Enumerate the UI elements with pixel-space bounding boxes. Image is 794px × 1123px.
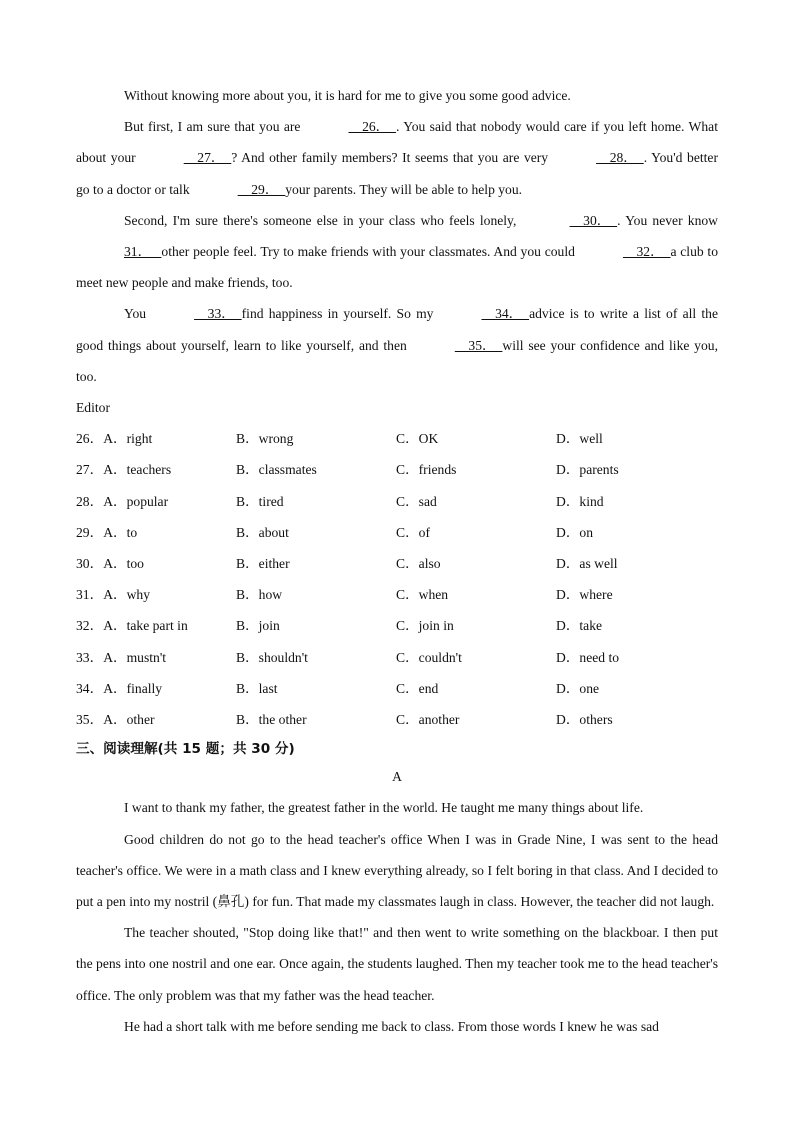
option-a: 28．A．popular — [76, 493, 169, 509]
blank-26: 26． — [348, 119, 397, 135]
option-row — [76, 673, 718, 704]
page-content — [76, 80, 718, 1042]
letter-paragraph-2 — [76, 111, 718, 205]
option-b: B．either — [236, 555, 290, 571]
option-b: B．shouldn't — [236, 649, 308, 665]
option-c: C．OK — [396, 431, 439, 447]
option-d: D．on — [556, 524, 594, 540]
text: find happiness in yourself. So my — [241, 306, 434, 322]
text: will see your confidence and like you, too. — [76, 337, 718, 384]
passage-label: A — [392, 769, 402, 785]
option-row — [76, 548, 718, 579]
option-c: C．end — [396, 680, 439, 696]
option-c: C．of — [396, 524, 430, 540]
option-b: B．how — [236, 587, 283, 603]
blank-33: 33． — [194, 306, 242, 322]
option-c: C．also — [396, 555, 441, 571]
option-a: 27．A．teachers — [76, 462, 172, 478]
blank-34: 34． — [481, 306, 530, 322]
option-row — [76, 517, 718, 548]
letter-paragraph-1: Without knowing more about you, it is hard for me to give you some good advice. — [124, 88, 571, 103]
option-d: D．parents — [556, 462, 619, 478]
blank-35: 35． — [454, 337, 503, 353]
option-b: B．last — [236, 680, 278, 696]
option-c: C．when — [396, 587, 449, 603]
option-a: 31．A．why — [76, 587, 151, 603]
text: Second, I'm sure there's someone else in your class who feels lonely, — [124, 212, 517, 228]
text: You — [124, 306, 147, 322]
letter-signature: Editor — [76, 400, 110, 416]
option-c: C．friends — [396, 462, 457, 478]
option-row — [76, 579, 718, 610]
option-b: B．the other — [236, 711, 307, 727]
option-c: C．sad — [396, 493, 437, 509]
option-a: 30．A．too — [76, 555, 144, 571]
passage-paragraph-2: Good children do not go to the head teacher's office When I was in Grade Nine, I was sent to the head teacher's office. We were in a math class and I knew everything already, so I felt boring in that class. And I decided to put a pen into my nostril (鼻孔) for fun. That made my classmates laugh in class. However, the teacher did not laugh. — [76, 831, 718, 909]
option-c: C．couldn't — [396, 649, 462, 665]
blank-27: 27． — [183, 150, 232, 166]
passage-paragraph-3: The teacher shouted, "Stop doing like that!" and then went to write something on the blackboar. I then put the pens into one nostril and one ear. Once again, the students laughed. Then my teacher took me to the head teacher's office. The only problem was that my father was the head teacher. — [76, 925, 718, 1003]
option-b: B．wrong — [236, 431, 294, 447]
blank-30: 30． — [569, 212, 618, 228]
option-row — [76, 642, 718, 673]
option-d: D．well — [556, 431, 603, 447]
text: your parents. They will be able to help you. — [285, 181, 523, 197]
passage-paragraph-1: I want to thank my father, the greatest father in the world. He taught me many things about life. — [124, 800, 644, 816]
option-a: 35．A．other — [76, 711, 155, 727]
blank-32: 32． — [622, 244, 671, 260]
option-a: 34．A．finally — [76, 680, 163, 696]
option-row — [76, 423, 718, 454]
option-row — [76, 486, 718, 517]
option-c: C．another — [396, 711, 460, 727]
option-d: D．kind — [556, 493, 604, 509]
text: . You said that nobody would care if you left home. What about your — [76, 119, 718, 166]
text: ? And other family members? It seems that you are very — [231, 150, 549, 166]
option-row — [76, 704, 718, 735]
option-c: C．join in — [396, 618, 454, 634]
text: . You never know — [617, 212, 718, 228]
option-b: B．join — [236, 618, 280, 634]
section-heading: 三、阅读理解(共 15 题；共 30 分) — [76, 741, 295, 758]
passage-paragraph-4: He had a short talk with me before sending me back to class. From those words I knew he was sad — [124, 1018, 659, 1034]
text: advice is to write a list of all the good things about yourself, learn to like yourself, and then — [76, 306, 719, 353]
option-b: B．classmates — [236, 462, 317, 478]
text: other people feel. Try to make friends with your classmates. And you could — [161, 244, 575, 260]
options-list — [76, 423, 718, 735]
blank-28: 28． — [596, 150, 644, 166]
option-a: 33．A．mustn't — [76, 649, 167, 665]
option-a: 32．A．take part in — [76, 618, 188, 634]
option-b: B．tired — [236, 493, 284, 509]
option-d: D．need to — [556, 649, 620, 665]
option-d: D．one — [556, 680, 600, 696]
option-row — [76, 610, 718, 641]
option-d: D．as well — [556, 555, 618, 571]
blank-29: 29． — [237, 181, 286, 197]
option-d: D．take — [556, 618, 603, 634]
option-a: 26．A．right — [76, 431, 153, 447]
text: a club to meet new people and make friends, too. — [76, 244, 719, 291]
option-a: 29．A．to — [76, 524, 138, 540]
option-b: B．about — [236, 524, 289, 540]
text: But first, I am sure that you are — [124, 119, 301, 135]
option-row — [76, 454, 718, 485]
letter-paragraph-4 — [76, 298, 718, 392]
letter-paragraph-3 — [76, 205, 718, 299]
text: . You'd better go to a doctor or talk — [76, 150, 718, 197]
blank-31: 31． — [124, 244, 162, 260]
option-d: D．others — [556, 711, 613, 727]
option-d: D．where — [556, 587, 613, 603]
